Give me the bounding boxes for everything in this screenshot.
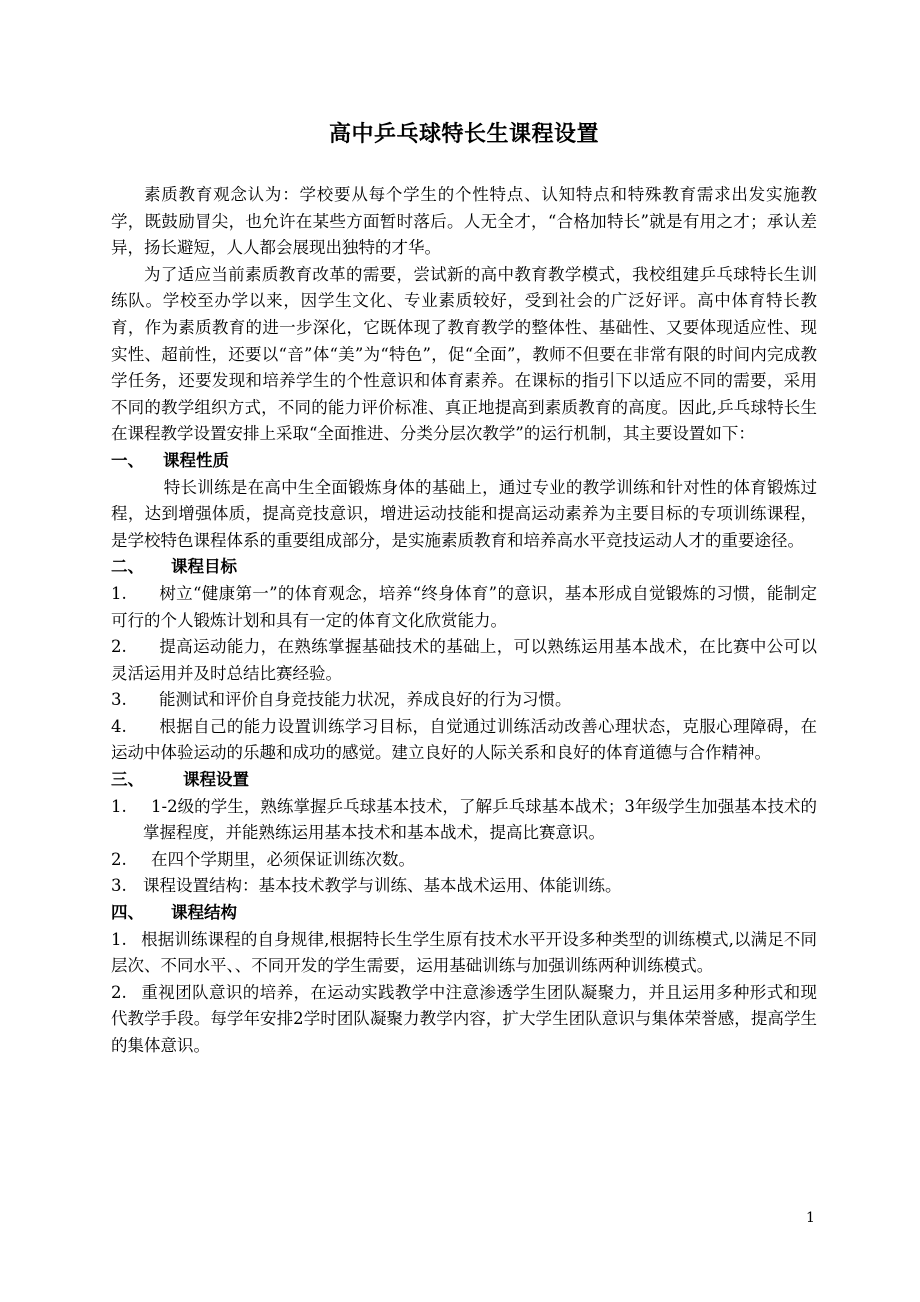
- list-item: [111, 873, 817, 900]
- list-item-number: 1.: [111, 583, 127, 603]
- list-item-number: 1.: [111, 929, 127, 949]
- section-title: 课程设置: [183, 770, 249, 790]
- page-title: 高中乒乓球特长生课程设置: [328, 121, 599, 147]
- section-number: 四、: [111, 903, 144, 923]
- list-item-text: 提高运动能力，在熟练掌握基础技术的基础上，可以熟练运用基本战术，在比赛中公可以灵活运用并及时总结比赛经验。: [111, 637, 817, 683]
- list-item-text: 根据训练课程的自身规律,根据特长生学生原有技术水平开设多种类型的训练模式,以满足不同层次、不同水平、、不同开发的学生需要，运用基础训练与加强训练两种训练模式。: [111, 929, 817, 976]
- list-item-number: 1.: [111, 796, 127, 816]
- list-item: [111, 687, 817, 714]
- section-number: 一、: [111, 450, 144, 470]
- list-item-text: 根据自己的能力设置训练学习目标，自觉通过训练活动改善心理状态，克服心理障碍，在运动中体验运动的乐趣和成功的感觉。建立良好的人际关系和良好的体育道德与合作精神。: [111, 716, 817, 763]
- list-item-text: 能测试和评价自身竞技能力状况，养成良好的行为习惯。: [159, 690, 572, 710]
- intro-paragraph-2: 为了适应当前素质教育改革的需要，尝试新的高中教育教学模式，我校组建乒乓球特长生训练队。学校至办学以来，因学生文化、专业素质较好，受到社会的广泛好评。高中体育特长教育，作为素质教育的进一步深化，它既体现了教育教学的整体性、基础性、又要体现适应性、现实性、超前性，还要以“音”体“美”为“特色”，促“全面”，教师不但要在非常有限的时间内完成教学任务，还要发现和培养学生的个性意识和体育素养。在课标的指引下以适应不同的需要，采用不同的教学组织方式，不同的能力评价标准、真正地提高到素质教育的高度。因此,乒乓球特长生在课程教学设置安排上采取“全面推进、分类分层次教学”的运行机制，其主要设置如下：: [111, 264, 817, 444]
- document-body: [111, 118, 817, 1060]
- list-item: [111, 847, 817, 874]
- page-number: 1: [806, 1210, 815, 1226]
- section-heading-4: [111, 900, 817, 927]
- section-heading-2: [111, 554, 817, 581]
- section-title: 课程目标: [171, 557, 237, 577]
- section-heading-3: [111, 767, 817, 794]
- list-item-text: 1-2级的学生，熟练掌握乒乓球基本技术，了解乒乓球基本战术；3年级学生加强基本技术的掌握程度，并能熟练运用基本技术和基本战术，提高比赛意识。: [143, 796, 817, 843]
- list-item: [111, 581, 817, 634]
- section-title: 课程结构: [171, 903, 237, 923]
- list-item-text: 在四个学期里，必须保证训练次数。: [151, 849, 415, 869]
- list-item: [111, 794, 817, 847]
- list-item: [111, 634, 817, 687]
- list-item-number: 3.: [111, 690, 127, 710]
- list-item-number: 2.: [111, 849, 127, 869]
- section-number: 二、: [111, 557, 144, 577]
- intro-paragraph-1: 素质教育观念认为：学校要从每个学生的个性特点、认知特点和特殊教育需求出发实施教学，既鼓励冒尖，也允许在某些方面暂时落后。人无全才，“合格加特长”就是有用之才；承认差异，扬长避短，人人都会展现出独特的才华。: [111, 185, 817, 258]
- section-number: 三、: [111, 770, 144, 790]
- list-item-text: 重视团队意识的培养，在运动实践教学中注意渗透学生团队凝聚力，并且运用多种形式和现代教学手段。每学年安排2学时团队凝聚力教学内容，扩大学生团队意识与集体荣誉感，提高学生的集体意识。: [111, 982, 817, 1055]
- list-item-number: 2.: [111, 982, 127, 1002]
- list-item-number: 2.: [111, 637, 127, 657]
- list-item-text: 树立“健康第一”的体育观念，培养“终身体育”的意识，基本形成自觉锻炼的习惯，能制定可行的个人锻炼计划和具有一定的体育文化欣赏能力。: [111, 583, 817, 630]
- list-item-number: 3.: [111, 876, 127, 896]
- section-1-body: 特长训练是在高中生全面锻炼身体的基础上，通过专业的教学训练和针对性的体育锻炼过程，达到增强体质，提高竞技意识，增进运动技能和提高运动素养为主要目标的专项训练课程，是学校特色课程体系的重要组成部分，是实施素质教育和培养高水平竞技运动人才的重要途径。: [111, 477, 817, 550]
- section-title: 课程性质: [163, 450, 229, 470]
- list-item: [111, 927, 817, 980]
- list-item: [111, 980, 817, 1060]
- section-heading-1: [111, 448, 817, 475]
- list-item-text: 课程设置结构：基本技术教学与训练、基本战术运用、体能训练。: [143, 876, 622, 896]
- list-item-number: 4.: [111, 716, 127, 736]
- list-item: [111, 714, 817, 767]
